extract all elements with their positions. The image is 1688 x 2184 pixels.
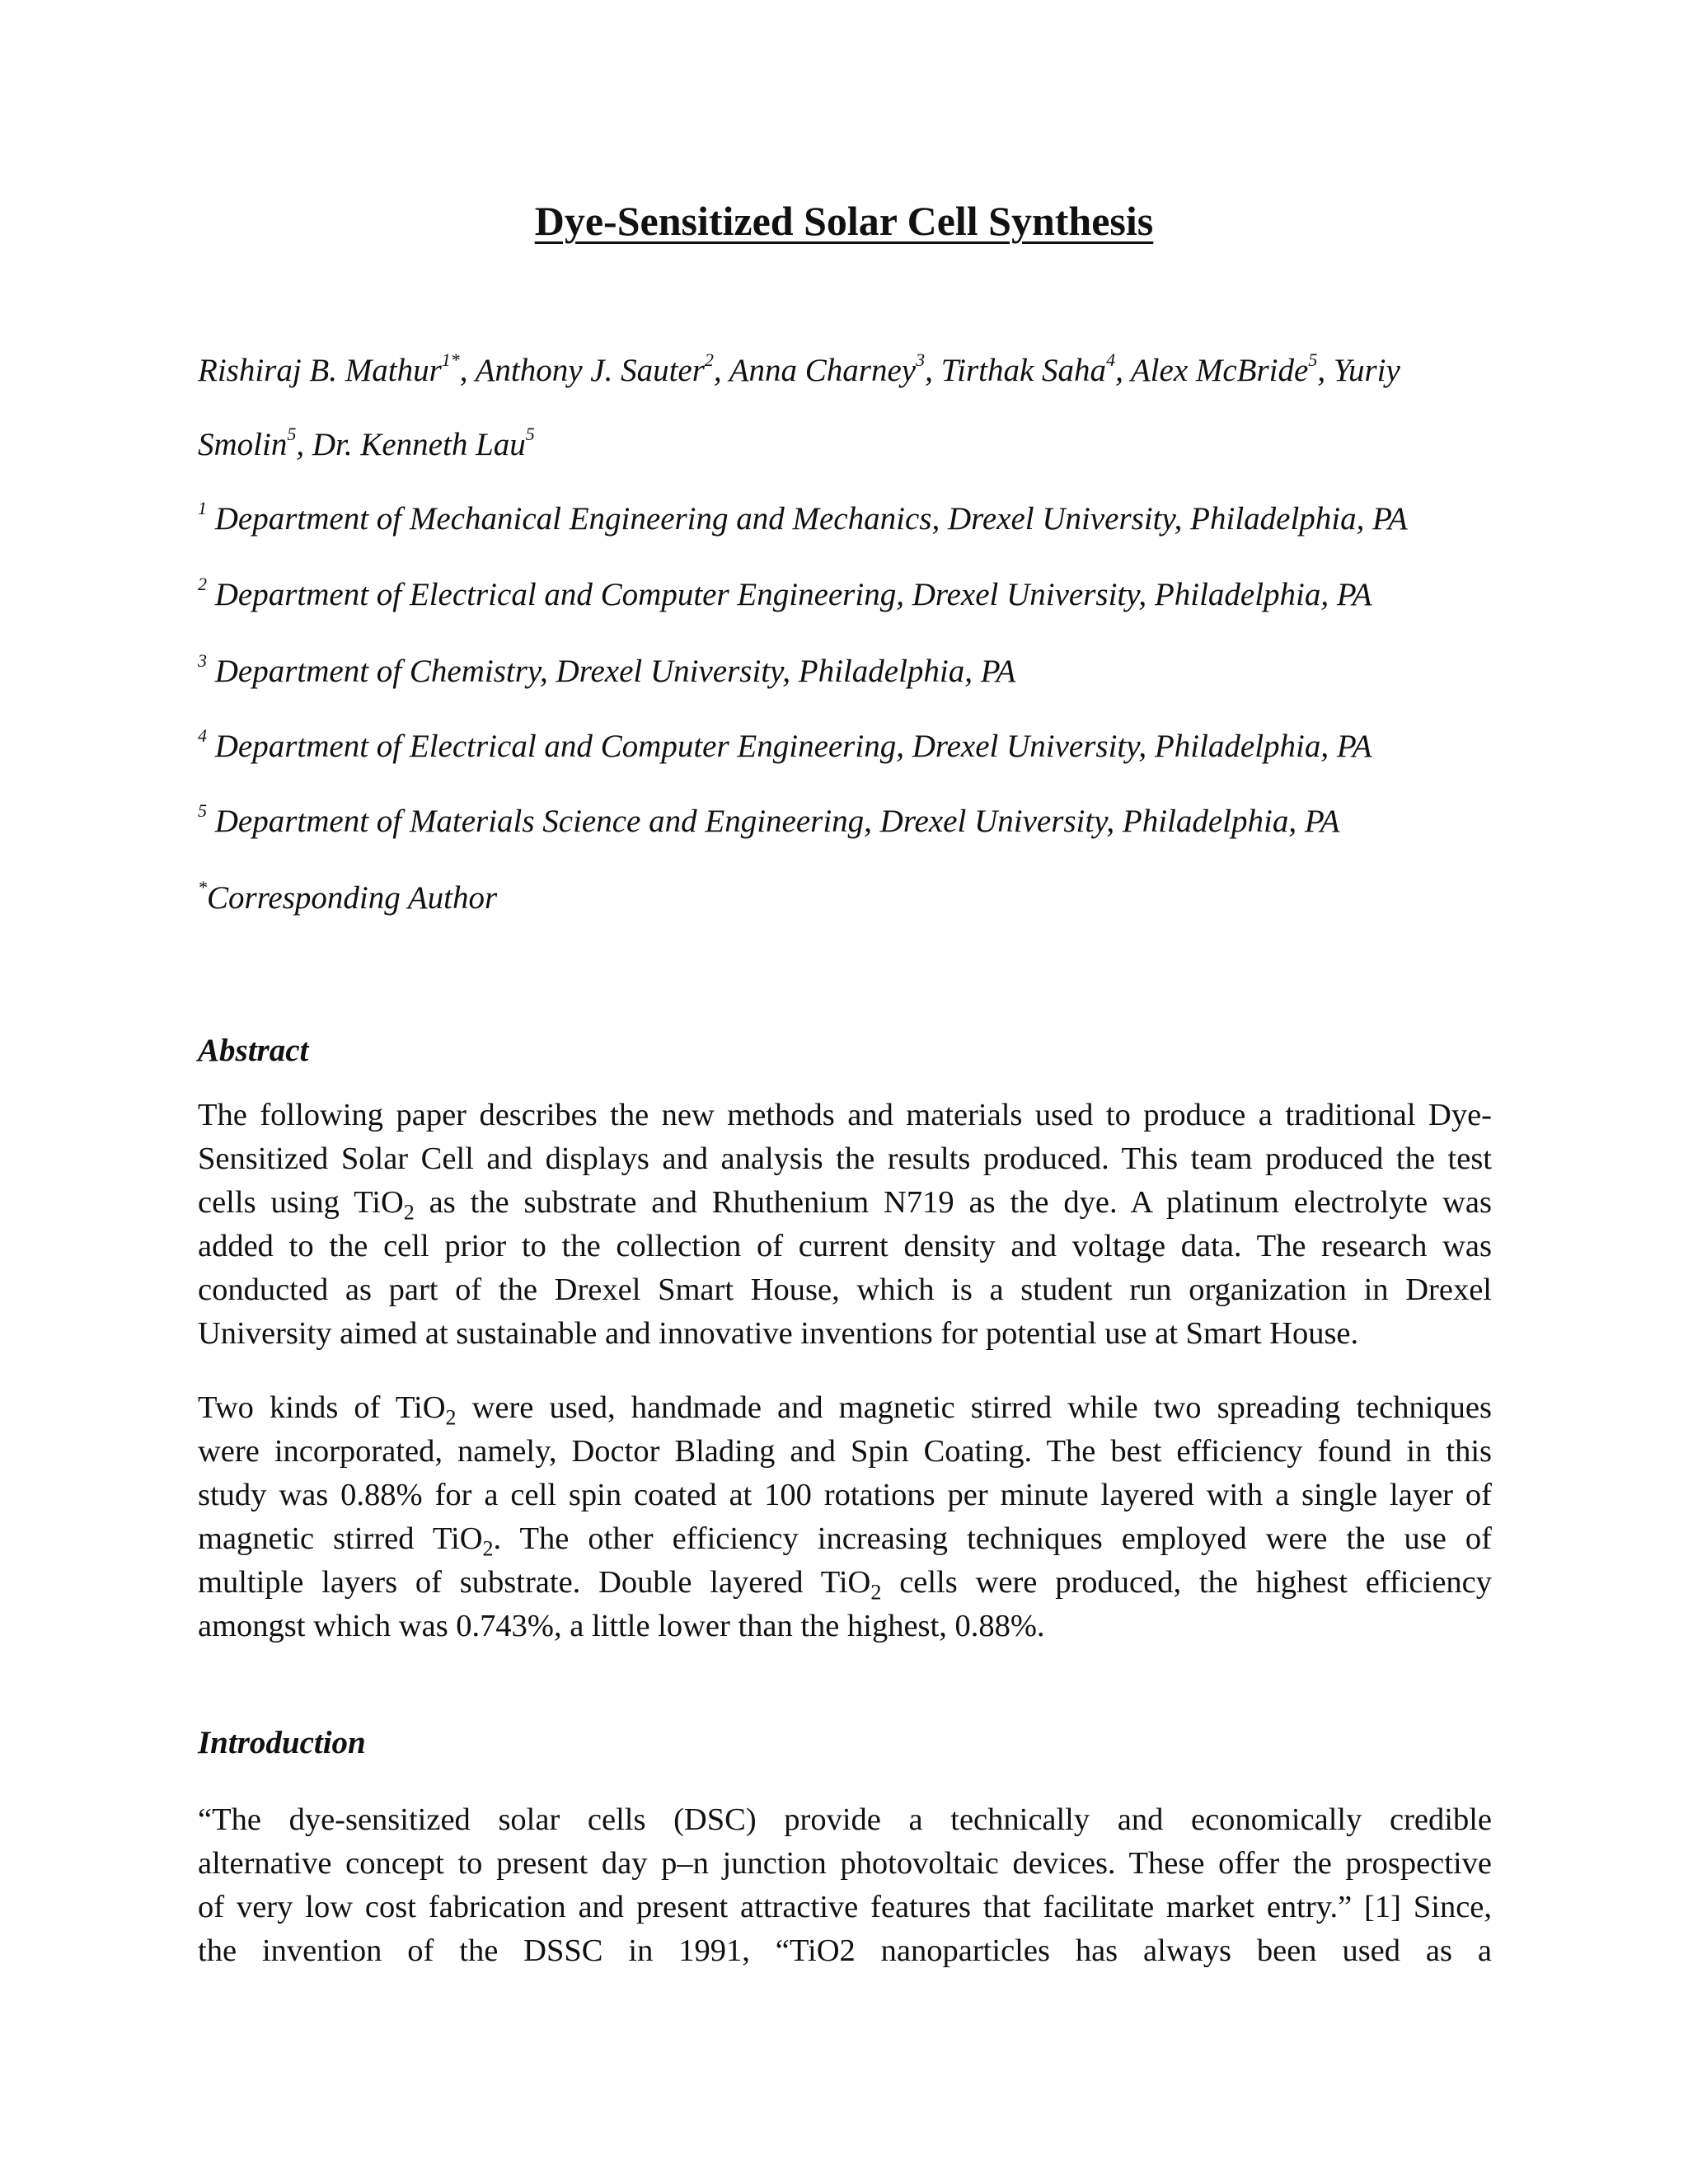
introduction-heading: Introduction: [198, 1725, 366, 1760]
author-separator: ,: [459, 353, 476, 388]
text-line: multiple layers of substrate. Double layered TiO$_2$ cells were produced, the highest efficiency: [198, 1565, 1492, 1605]
text-line: the invention of the DSSC in 1991, “TiO2 nanoparticles has always been used as a: [198, 1933, 1492, 1968]
affiliation-5: [198, 801, 1339, 842]
abstract-heading: Abstract: [198, 1033, 309, 1068]
author-separator: ,: [296, 427, 312, 462]
author-separator: ,: [1115, 353, 1131, 388]
author-affiliation-mark: 5: [1308, 349, 1318, 370]
author-separator: , Yuriy: [1317, 353, 1400, 388]
author-name: Rishiraj B. Mathur: [198, 353, 442, 388]
paper-title: Dye-Sensitized Solar Cell Synthesis: [534, 198, 1154, 244]
text-line: “The dye-sensitized solar cells (DSC) provide a technically and economically credible: [198, 1802, 1492, 1837]
text-line: study was 0.88% for a cell spin coated at 100 rotations per minute layered with a single layer of: [198, 1478, 1492, 1512]
text-line: added to the cell prior to the collection of current density and voltage data. The research was: [198, 1229, 1492, 1263]
affiliation-text: Department of Materials Science and Engineering, Drexel University, Philadelphia, PA: [207, 804, 1340, 839]
text-line: cells using TiO$_2$ as the substrate and Rhuthenium N719 as the dye. A platinum electrolyte was: [198, 1185, 1492, 1225]
author-name: Smolin: [198, 427, 288, 462]
author-name: Anna Charney: [729, 353, 917, 388]
text-line: The following paper describes the new methods and materials used to produce a traditional Dye-: [198, 1098, 1492, 1132]
author-affiliation-mark: 2: [704, 349, 714, 370]
text-line: University aimed at sustainable and innovative inventions for potential use at Smart House.: [198, 1316, 1359, 1351]
text-line: Sensitized Solar Cell and displays and analysis the results produced. This team produced the test: [198, 1141, 1492, 1176]
text-line: of very low cost fabrication and present attractive features that facilitate market entry.” [1] Since,: [198, 1890, 1492, 1924]
corresponding-mark: *: [198, 877, 207, 898]
author-affiliation-mark: 5: [287, 424, 297, 444]
affiliation-1: [198, 499, 1408, 540]
affiliation-text: Department of Chemistry, Drexel University, Philadelphia, PA: [207, 654, 1016, 689]
author-separator: ,: [925, 353, 941, 388]
author-name: Alex McBride: [1130, 353, 1309, 388]
author-name: Dr. Kenneth Lau: [312, 427, 526, 462]
affiliation-text: Department of Electrical and Computer Engineering, Drexel University, Philadelphia, PA: [207, 729, 1372, 764]
corresponding-author-note: [198, 878, 497, 919]
author-affiliation-mark: 1*: [441, 349, 460, 370]
author-affiliation-mark: 5: [525, 424, 535, 444]
affiliation-3: [198, 651, 1015, 692]
text-line: amongst which was 0.743%, a little lower than the highest, 0.88%.: [198, 1609, 1045, 1643]
text-line: magnetic stirred TiO$_2$. The other efficiency increasing techniques employed were the use of: [198, 1521, 1492, 1561]
abstract-paragraph-2: [198, 1386, 1492, 1648]
affiliation-2: [198, 574, 1372, 616]
text-line: were incorporated, namely, Doctor Blading and Spin Coating. The best efficiency found in this: [198, 1434, 1492, 1469]
introduction-paragraph: [198, 1798, 1492, 1973]
affiliation-number: 3: [198, 650, 207, 671]
author-affiliation-mark: 4: [1106, 349, 1116, 370]
affiliation-text: Department of Mechanical Engineering and Mechanics, Drexel University, Philadelphia, PA: [207, 501, 1408, 537]
affiliation-4: [198, 726, 1372, 767]
author-name: Tirthak Saha: [940, 353, 1107, 388]
author-name: Anthony J. Sauter: [475, 353, 705, 388]
affiliation-number: 1: [198, 498, 207, 518]
text-line: alternative concept to present day p–n junction photovoltaic devices. These offer the prospective: [198, 1846, 1492, 1881]
author-separator: ,: [713, 353, 729, 388]
affiliation-number: 2: [198, 574, 207, 594]
affiliation-number: 5: [198, 800, 207, 821]
corresponding-text: Corresponding Author: [207, 880, 498, 916]
author-line-1: [198, 350, 1400, 391]
abstract-paragraph-1: [198, 1094, 1492, 1356]
author-affiliation-mark: 3: [916, 349, 926, 370]
text-line: Two kinds of TiO$_2$ were used, handmade and magnetic stirred while two spreading techniques: [198, 1390, 1492, 1430]
author-line-2: [198, 424, 535, 466]
affiliation-text: Department of Electrical and Computer Engineering, Drexel University, Philadelphia, PA: [207, 577, 1372, 612]
affiliation-number: 4: [198, 725, 207, 746]
text-line: conducted as part of the Drexel Smart House, which is a student run organization in Drexel: [198, 1272, 1492, 1307]
